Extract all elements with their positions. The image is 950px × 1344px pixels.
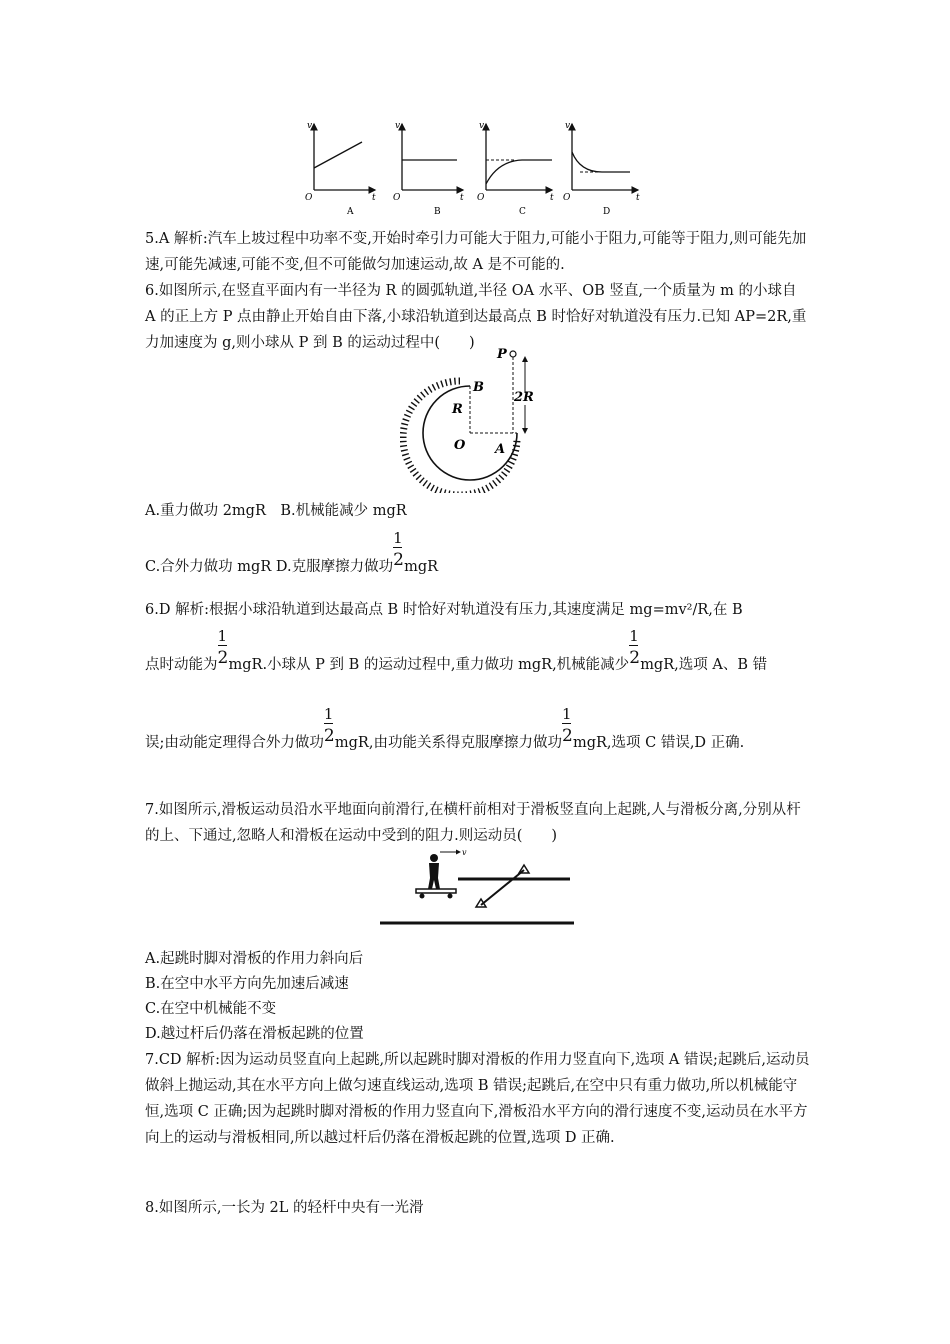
label-v: v — [462, 848, 467, 857]
q7-option-b: B.在空中水平方向先加速后减速 — [145, 976, 349, 992]
label-o: O — [454, 438, 466, 453]
graph-c-origin: O — [477, 193, 485, 203]
q5-answer: 5.A 解析:汽车上坡过程中功率不变,开始时牵引力可能大于阻力,可能小于阻力,可能等于阻力,则可能先加速,可能先减速,可能不变,但不可能做匀加速运动,故 A 是不可能的. — [145, 231, 807, 273]
graph-b — [393, 121, 464, 217]
q6-option-c: C.合外力做功 mgR — [145, 559, 272, 575]
graph-a-curve — [314, 142, 362, 168]
fraction-half: $\frac{1}{2}$ — [393, 528, 404, 570]
q7-stem: 7.如图所示,滑板运动员沿水平地面向前滑行,在横杆前相对于滑板竖直向上起跳,人与滑板分离,分别从杆的上、下通过,忽略人和滑板在运动中受到的阻力.则运动员( ) — [145, 802, 801, 844]
label-a: A — [495, 442, 506, 457]
label-b: B — [473, 380, 484, 395]
graph-b-v: v — [395, 121, 401, 131]
graph-c — [477, 121, 554, 217]
fraction-half: $\frac{1}{2}$ — [561, 704, 573, 746]
graph-a-caption: A — [347, 207, 354, 217]
q7-skateboard-figure — [378, 845, 578, 930]
fraction-half: $\frac{1}{2}$ — [323, 704, 335, 746]
q6-options-ab: A.重力做功 2mgR B.机械能减少 mgR — [145, 503, 407, 519]
graph-d-curve — [572, 152, 630, 172]
label-p: P — [497, 347, 507, 362]
q7-option-c: C.在空中机械能不变 — [145, 1001, 277, 1017]
graph-a — [305, 121, 376, 217]
vt-graphs-figure — [300, 118, 645, 220]
graph-d-origin: O — [563, 193, 571, 203]
graph-b-t: t — [460, 193, 464, 203]
graph-c-t: t — [550, 193, 554, 203]
q7-option-a: A.起跳时脚对滑板的作用力斜向后 — [145, 951, 364, 967]
graph-c-caption: C — [519, 207, 526, 217]
label-r: R — [452, 402, 463, 417]
wheel-1 — [420, 894, 425, 899]
q6-options-cd: C.合外力做功 mgR D.克服摩擦力做功 $\frac{1}{2}$ mgR — [145, 528, 439, 575]
graph-b-caption: B — [434, 207, 441, 217]
fraction-half: $\frac{1}{2}$ — [217, 626, 229, 668]
graph-d — [563, 121, 640, 217]
bar-support-high — [519, 865, 529, 873]
q6-option-d: D.克服摩擦力做功 — [275, 559, 394, 575]
skateboard — [416, 889, 456, 893]
q6-answer-line2: 点时动能为 $\frac{1}{2}$ mgR.小球从 P 到 B 的运动过程中,重力做功 mgR,机械能减少 $\frac{1}{2}$ mgR,选项 A、B 错 — [145, 626, 768, 673]
wheel-2 — [448, 894, 453, 899]
graph-d-v: v — [565, 121, 571, 131]
graph-c-curve — [486, 160, 552, 184]
q6-answer-line1: 6.D 解析:根据小球沿轨道到达最高点 B 时恰好对轨道没有压力,其速度满足 mg=mv²/R,在 B — [145, 602, 743, 618]
q7-answer: 7.CD 解析:因为运动员竖直向上起跳,所以起跳时脚对滑板的作用力竖直向下,选项 A 错误;起跳后,运动员做斜上抛运动,其在水平方向上做匀速直线运动,选项 B 错误;起跳后,在空中只有重力做功,所以机械能守恒,选项 C 正确;因为起跳时脚对滑板的作用力竖直向下,滑板沿水平方向的滑行速度不变,运动员在水平方向上的运动与滑板相同,所以越过杆后仍落在滑板起跳的位置,选项 D 正确. — [145, 1052, 810, 1146]
crossbar — [481, 870, 524, 905]
q6-track-figure — [400, 343, 540, 493]
graph-b-origin: O — [393, 193, 401, 203]
q6-answer-line3: 误;由动能定理得合外力做功 $\frac{1}{2}$ mgR,由功能关系得克服摩擦力做功 $\frac{1}{2}$ mgR,选项 C 错误,D 正确. — [145, 704, 745, 751]
q8-stem: 8.如图所示,一长为 2L 的轻杆中央有一光滑 — [145, 1200, 424, 1216]
graph-d-caption: D — [603, 207, 611, 217]
q6-stem: 6.如图所示,在竖直平面内有一半径为 R 的圆弧轨道,半径 OA 水平、OB 竖直,一个质量为 m 的小球自 A 的正上方 P 点由静止开始自由下落,小球沿轨道到达最高点 B 时恰好对轨道没有压力.已知 AP=2R,重力加速度为 g,则小球从 P 到 B 的运动过程中( ) — [145, 283, 807, 351]
graph-a-origin: O — [305, 193, 313, 203]
graph-c-v: v — [479, 121, 485, 131]
label-2r: 2R — [514, 390, 534, 405]
graph-a-t: t — [372, 193, 376, 203]
graph-a-v: v — [307, 121, 313, 131]
track-hatch — [403, 381, 517, 493]
q7-option-d: D.越过杆后仍落在滑板起跳的位置 — [145, 1026, 364, 1042]
fraction-half: $\frac{1}{2}$ — [629, 626, 641, 668]
skater-icon — [428, 854, 440, 889]
graph-d-t: t — [636, 193, 640, 203]
ball-p — [510, 351, 516, 357]
